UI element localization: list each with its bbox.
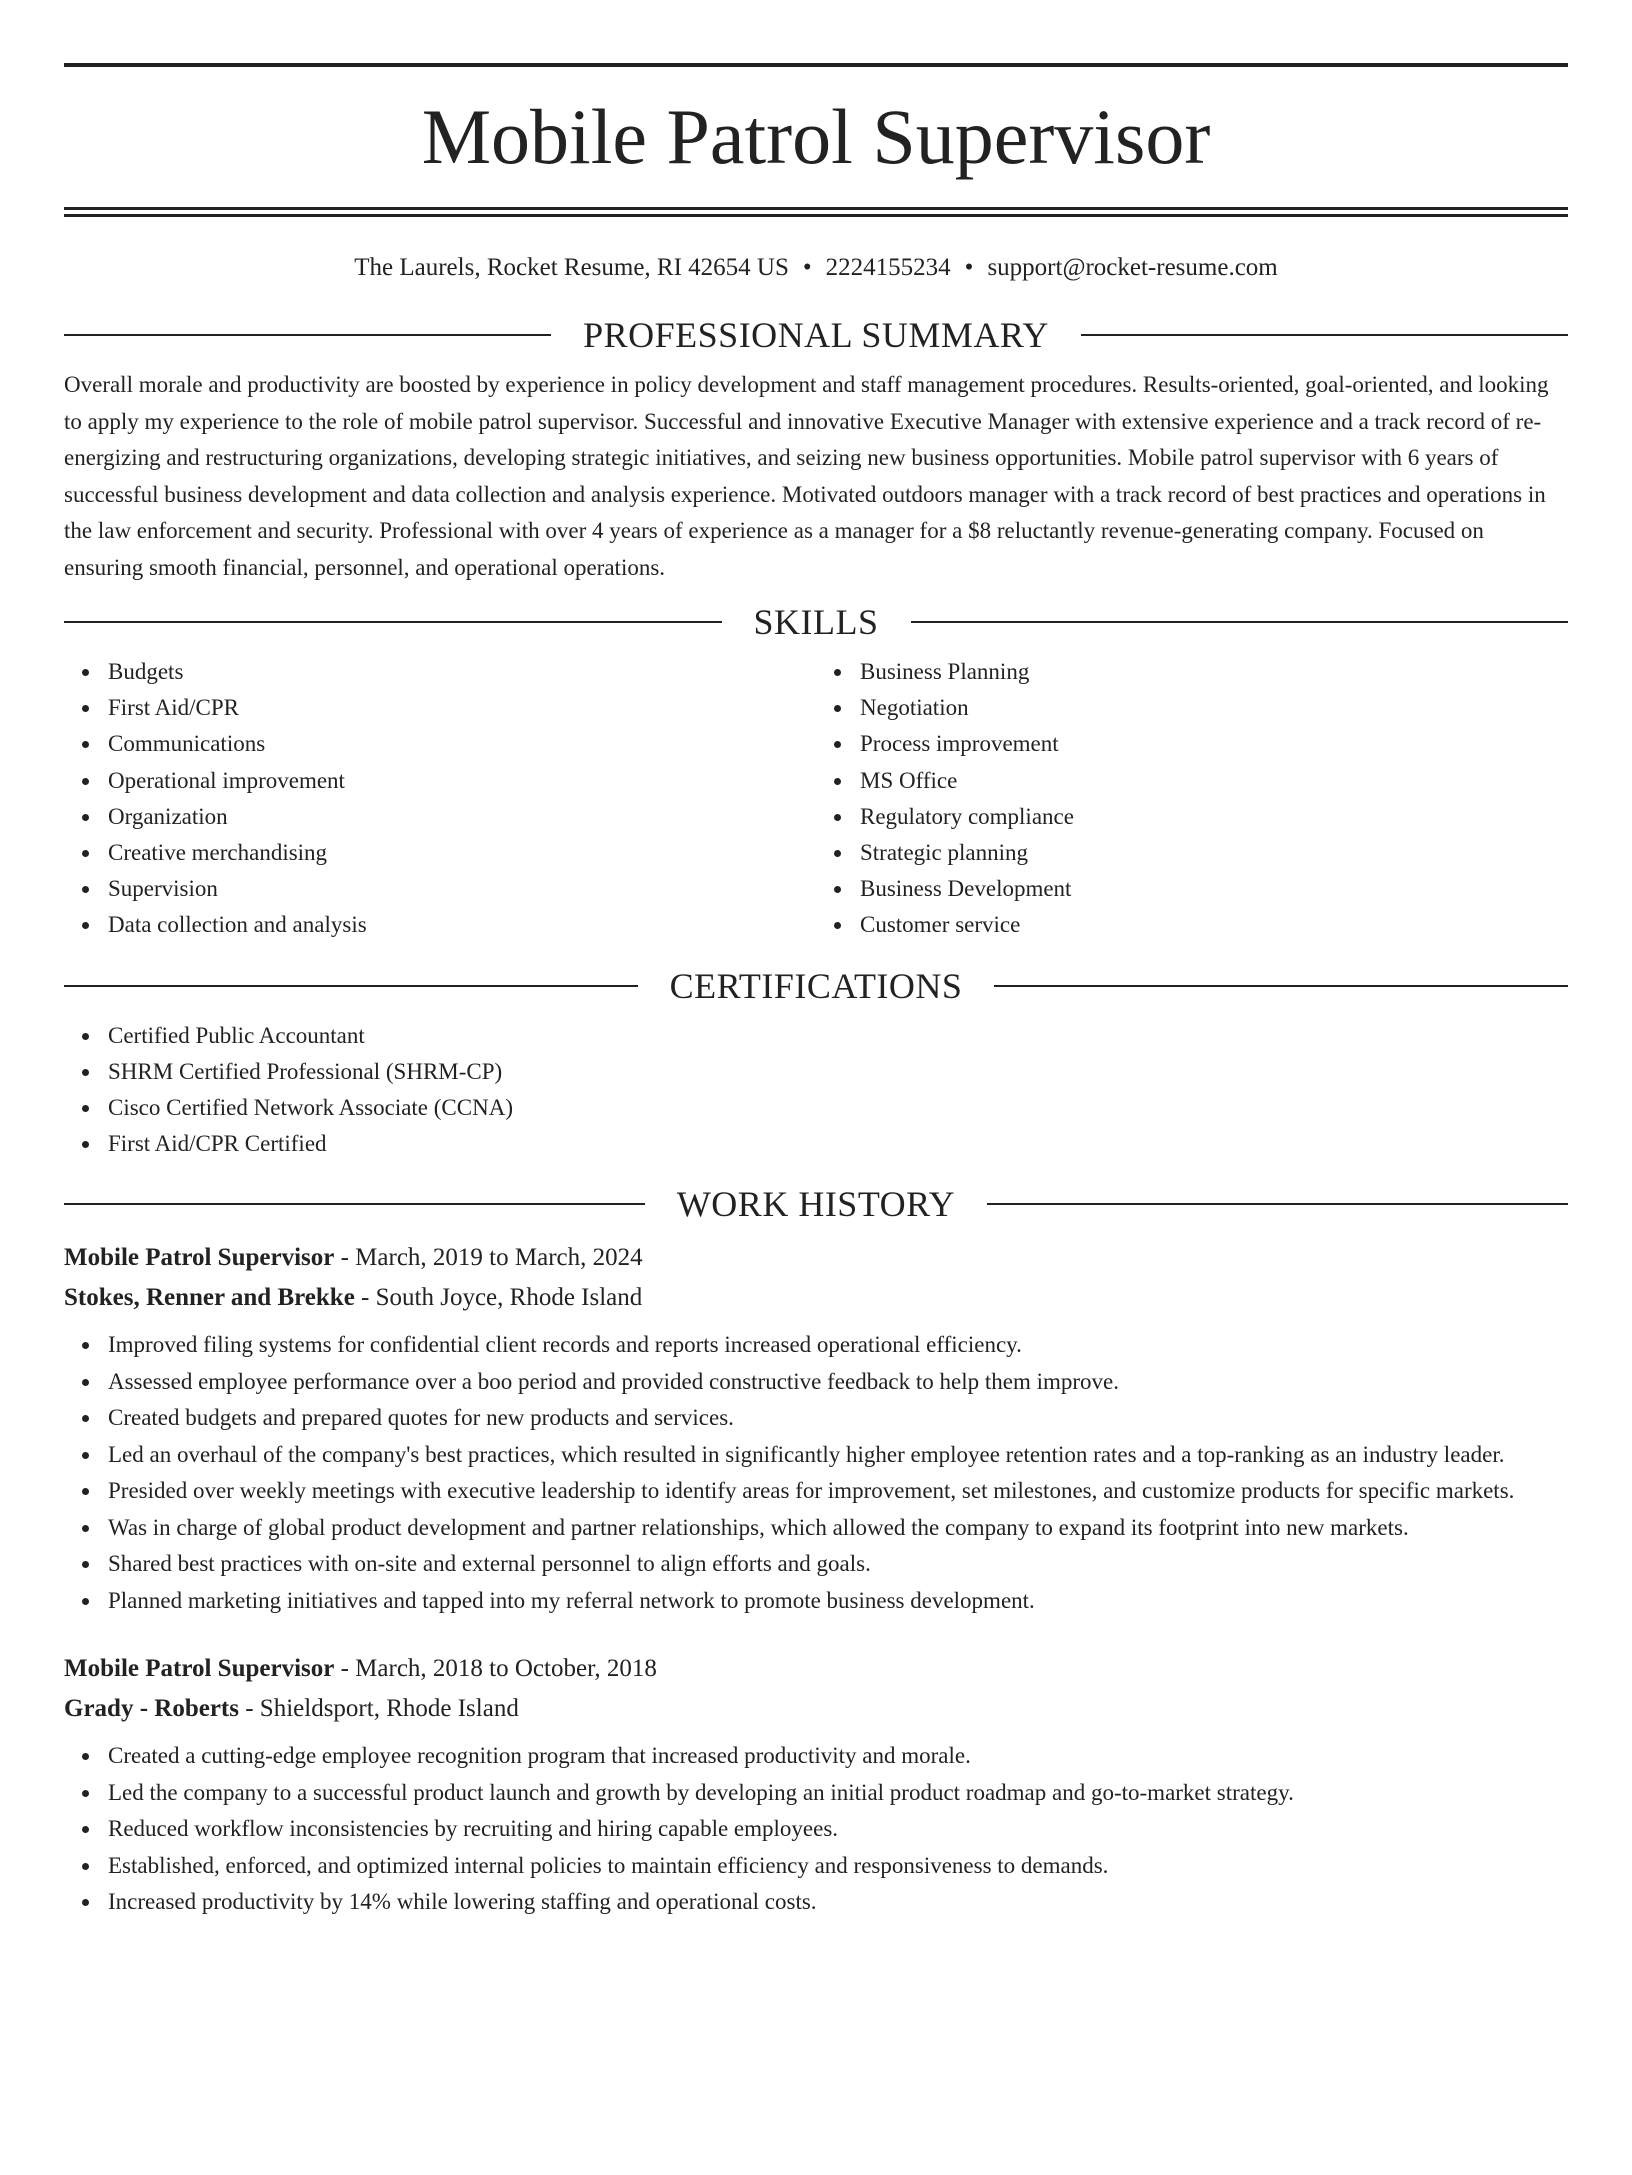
job-bullet: Increased productivity by 14% while lowering staffing and operational costs. — [108, 1884, 1568, 1921]
job-company: Grady - Roberts — [64, 1695, 239, 1723]
work-heading-text: WORK HISTORY — [676, 1184, 956, 1225]
job-bullet-list — [64, 1738, 1568, 1921]
job-bullet: Assessed employee performance over a boo period and provided constructive feedback to help them improve. — [108, 1364, 1568, 1401]
job-role-line — [64, 1238, 1568, 1278]
job-bullet: Created a cutting-edge employee recognition program that increased productivity and morale. — [108, 1738, 1568, 1775]
summary-section-heading — [64, 315, 1568, 355]
certification-item: Certified Public Accountant — [108, 1018, 1568, 1054]
skills-section-heading — [64, 602, 1568, 642]
certifications-section-heading — [64, 966, 1568, 1006]
job-entry — [64, 1649, 1568, 1921]
skills-list-left — [64, 654, 816, 944]
heading-rule-right — [987, 1203, 1568, 1205]
skill-item: MS Office — [860, 763, 1568, 799]
certifications-list — [64, 1018, 1568, 1163]
contact-separator: • — [802, 254, 812, 281]
job-bullet: Shared best practices with on-site and external personnel to align efforts and goals. — [108, 1546, 1568, 1583]
heading-rule-right — [911, 621, 1569, 623]
job-bullet: Established, enforced, and optimized internal policies to maintain efficiency and responsiveness to demands. — [108, 1848, 1568, 1885]
summary-heading-text: PROFESSIONAL SUMMARY — [583, 315, 1049, 355]
resume-page — [0, 63, 1632, 2175]
job-company-line — [64, 1689, 1568, 1729]
contact-phone: 2224155234 — [825, 254, 951, 281]
certification-item: Cisco Certified Network Associate (CCNA) — [108, 1090, 1568, 1126]
job-dates: - March, 2018 to October, 2018 — [334, 1655, 657, 1683]
certification-item: First Aid/CPR Certified — [108, 1126, 1568, 1162]
skills-columns — [64, 654, 1568, 944]
skill-item: Negotiation — [860, 690, 1568, 726]
skills-heading-text: SKILLS — [753, 602, 879, 642]
job-company-line — [64, 1278, 1568, 1318]
skill-item: Regulatory compliance — [860, 799, 1568, 835]
heading-rule-left — [64, 985, 638, 987]
skill-item: Operational improvement — [108, 763, 816, 799]
job-bullet: Led the company to a successful product launch and growth by developing an initial product roadmap and go-to-market strategy. — [108, 1775, 1568, 1812]
resume-title: Mobile Patrol Supervisor — [421, 93, 1211, 180]
certifications-heading-text: CERTIFICATIONS — [669, 965, 963, 1006]
skill-item: First Aid/CPR — [108, 690, 816, 726]
job-bullet: Was in charge of global product development and partner relationships, which allowed the company to expand its footprint into new markets. — [108, 1510, 1568, 1547]
job-role: Mobile Patrol Supervisor — [64, 1244, 335, 1272]
job-location: - Shieldsport, Rhode Island — [238, 1695, 519, 1723]
job-dates: - March, 2019 to March, 2024 — [334, 1244, 643, 1272]
skill-item: Budgets — [108, 654, 816, 690]
job-bullet: Presided over weekly meetings with executive leadership to identify areas for improvement, set milestones, and customize products for specific markets. — [108, 1473, 1568, 1510]
heading-rule-left — [64, 621, 722, 623]
contact-email: support@rocket-resume.com — [987, 254, 1278, 281]
skill-item: Creative merchandising — [108, 835, 816, 871]
job-bullet: Created budgets and prepared quotes for new products and services. — [108, 1400, 1568, 1437]
skill-item: Communications — [108, 726, 816, 762]
contact-separator: • — [964, 254, 974, 281]
job-role: Mobile Patrol Supervisor — [64, 1655, 335, 1683]
job-location: - South Joyce, Rhode Island — [354, 1284, 643, 1312]
job-role-line — [64, 1649, 1568, 1689]
certification-item: SHRM Certified Professional (SHRM-CP) — [108, 1054, 1568, 1090]
skill-item: Strategic planning — [860, 835, 1568, 871]
skills-list-right — [816, 654, 1568, 944]
job-entry — [64, 1238, 1568, 1619]
job-bullet-list — [64, 1327, 1568, 1619]
heading-rule-left — [64, 334, 551, 336]
contact-address: The Laurels, Rocket Resume, RI 42654 US — [354, 254, 789, 281]
skill-item: Business Planning — [860, 654, 1568, 690]
contact-line — [64, 253, 1568, 283]
summary-paragraph: Overall morale and productivity are boosted by experience in policy development and staff management procedures. Results-oriented, goal-oriented, and looking to apply my experience to the role of mobile patrol supervisor. Successful and innovative Executive Manager with extensive experience and a track record of re-energizing and restructuring organizations, developing strategic initiatives, and seizing new business opportunities. Mobile patrol supervisor with 6 years of successful business development and data collection and analysis experience. Motivated outdoors manager with a track record of best practices and operations in the law enforcement and security. Professional with over 4 years of experience as a manager for a $8 reluctantly revenue-generating company. Focused on ensuring smooth financial, personnel, and operational operations. — [64, 372, 1549, 580]
job-bullet: Improved filing systems for confidential client records and reports increased operational efficiency. — [108, 1327, 1568, 1364]
work-section-heading — [64, 1184, 1568, 1224]
skill-item: Customer service — [860, 907, 1568, 943]
job-bullet: Led an overhaul of the company's best practices, which resulted in significantly higher employee retention rates and a top-ranking as an industry leader. — [108, 1437, 1568, 1474]
heading-rule-right — [1081, 334, 1568, 336]
job-bullet: Planned marketing initiatives and tapped into my referral network to promote business development. — [108, 1583, 1568, 1620]
skill-item: Supervision — [108, 871, 816, 907]
heading-rule-left — [64, 1203, 645, 1205]
job-company: Stokes, Renner and Brekke — [64, 1284, 355, 1312]
job-bullet: Reduced workflow inconsistencies by recruiting and hiring capable employees. — [108, 1811, 1568, 1848]
skill-item: Process improvement — [860, 726, 1568, 762]
double-rule — [64, 207, 1568, 217]
skill-item: Organization — [108, 799, 816, 835]
heading-rule-right — [994, 985, 1568, 987]
skill-item: Data collection and analysis — [108, 907, 816, 943]
skill-item: Business Development — [860, 871, 1568, 907]
